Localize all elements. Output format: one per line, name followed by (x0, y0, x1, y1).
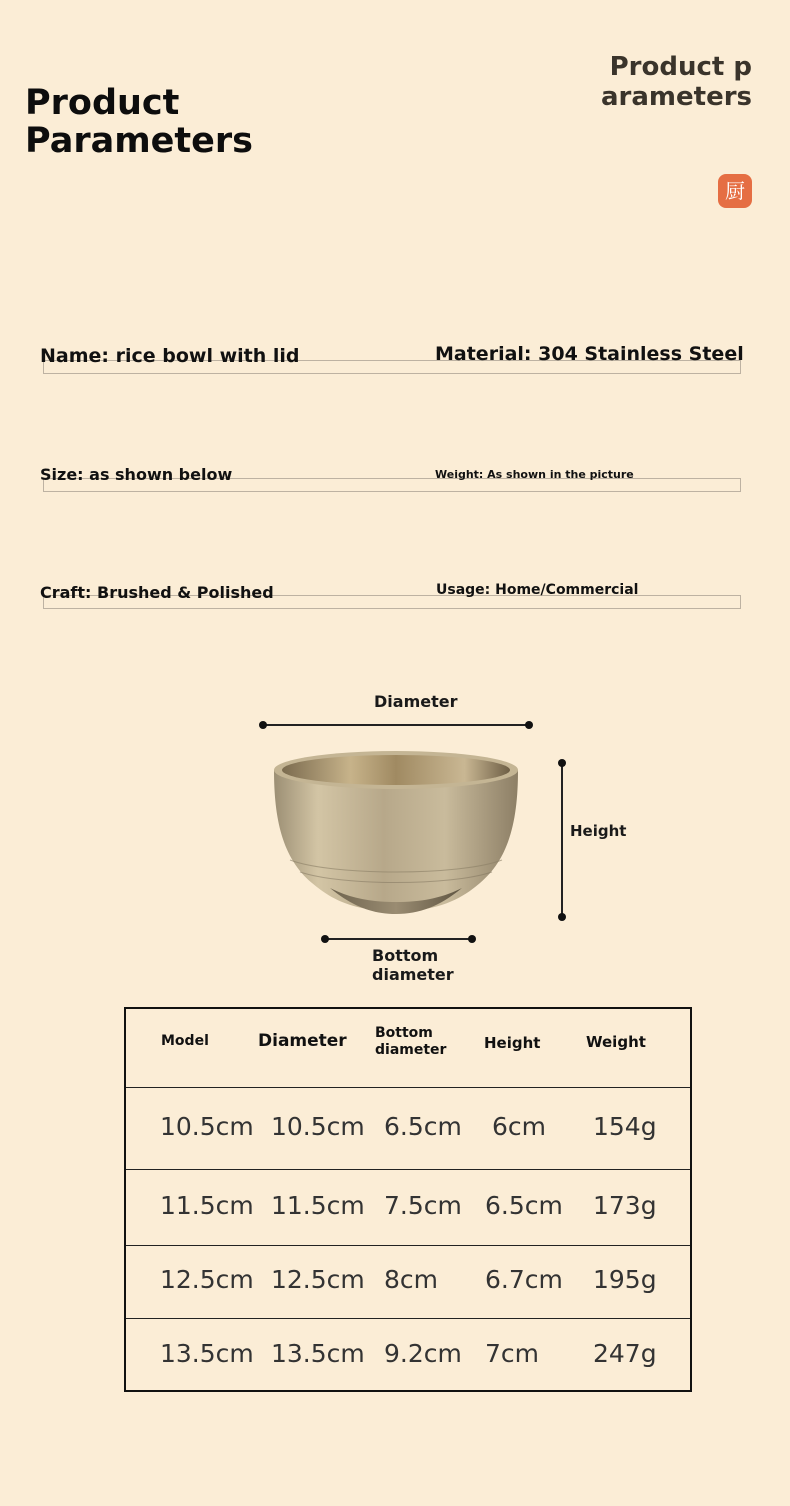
param-usage: Usage: Home/Commercial (436, 582, 639, 598)
cell-diameter: 13.5cm (271, 1339, 365, 1368)
height-line (561, 762, 563, 917)
kitchen-badge-icon: 厨 (718, 174, 752, 208)
cell-diameter: 12.5cm (271, 1265, 365, 1294)
cell-model: 11.5cm (160, 1191, 254, 1220)
bottom-label-line2: diameter (372, 965, 454, 984)
cell-model: 13.5cm (160, 1339, 254, 1368)
header-diameter: Diameter (258, 1031, 347, 1051)
param-craft: Craft: Brushed & Polished (40, 583, 274, 602)
cell-bottom: 7.5cm (384, 1191, 462, 1220)
corner-title-line1: Product p (609, 52, 752, 82)
cell-bottom: 8cm (384, 1265, 439, 1294)
diameter-dot-left (259, 721, 267, 729)
table-row (126, 1170, 690, 1245)
table-header-row (126, 1009, 690, 1087)
header-bottom-line2: diameter (375, 1042, 447, 1058)
header-weight: Weight (586, 1033, 646, 1051)
cell-bottom: 6.5cm (384, 1112, 462, 1141)
cell-model: 12.5cm (160, 1265, 254, 1294)
page-title-line1: Product (25, 83, 180, 123)
cell-height: 6.7cm (485, 1265, 563, 1294)
bottom-label-line1: Bottom (372, 946, 439, 965)
bottom-dot-left (321, 935, 329, 943)
cell-weight: 154g (593, 1112, 657, 1141)
cell-diameter: 10.5cm (271, 1112, 365, 1141)
height-dot-bottom (558, 913, 566, 921)
header-model: Model (161, 1033, 209, 1049)
header-bottom-diameter (375, 1025, 446, 1059)
table-row (126, 1246, 690, 1318)
bottom-dot-right (468, 935, 476, 943)
steel-bowl-image (272, 748, 520, 918)
header-bottom-line1: Bottom (375, 1025, 433, 1041)
param-size: Size: as shown below (40, 465, 233, 484)
height-dot-top (558, 759, 566, 767)
cell-bottom: 9.2cm (384, 1339, 462, 1368)
cell-weight: 247g (593, 1339, 657, 1368)
corner-title-line2: arameters (601, 82, 752, 112)
param-name: Name: rice bowl with lid (40, 345, 300, 367)
diameter-label: Diameter (374, 692, 458, 711)
cell-weight: 173g (593, 1191, 657, 1220)
page-title-line2: Parameters (25, 121, 253, 161)
table-row (126, 1088, 690, 1169)
param-material: Material: 304 Stainless Steel (435, 343, 744, 365)
header-height: Height (484, 1034, 541, 1052)
spec-table (124, 1007, 692, 1392)
diameter-dot-right (525, 721, 533, 729)
diameter-line (263, 724, 529, 726)
cell-height: 7cm (485, 1339, 540, 1368)
cell-model: 10.5cm (160, 1112, 254, 1141)
bottom-diameter-label (372, 946, 454, 984)
corner-title (601, 52, 752, 112)
bottom-diameter-line (325, 938, 472, 940)
table-row (126, 1319, 690, 1391)
cell-weight: 195g (593, 1265, 657, 1294)
cell-height: 6.5cm (485, 1191, 563, 1220)
cell-height: 6cm (492, 1112, 547, 1141)
page-title (25, 84, 253, 160)
height-label: Height (570, 822, 627, 840)
param-weight: Weight: As shown in the picture (435, 468, 634, 481)
cell-diameter: 11.5cm (271, 1191, 365, 1220)
